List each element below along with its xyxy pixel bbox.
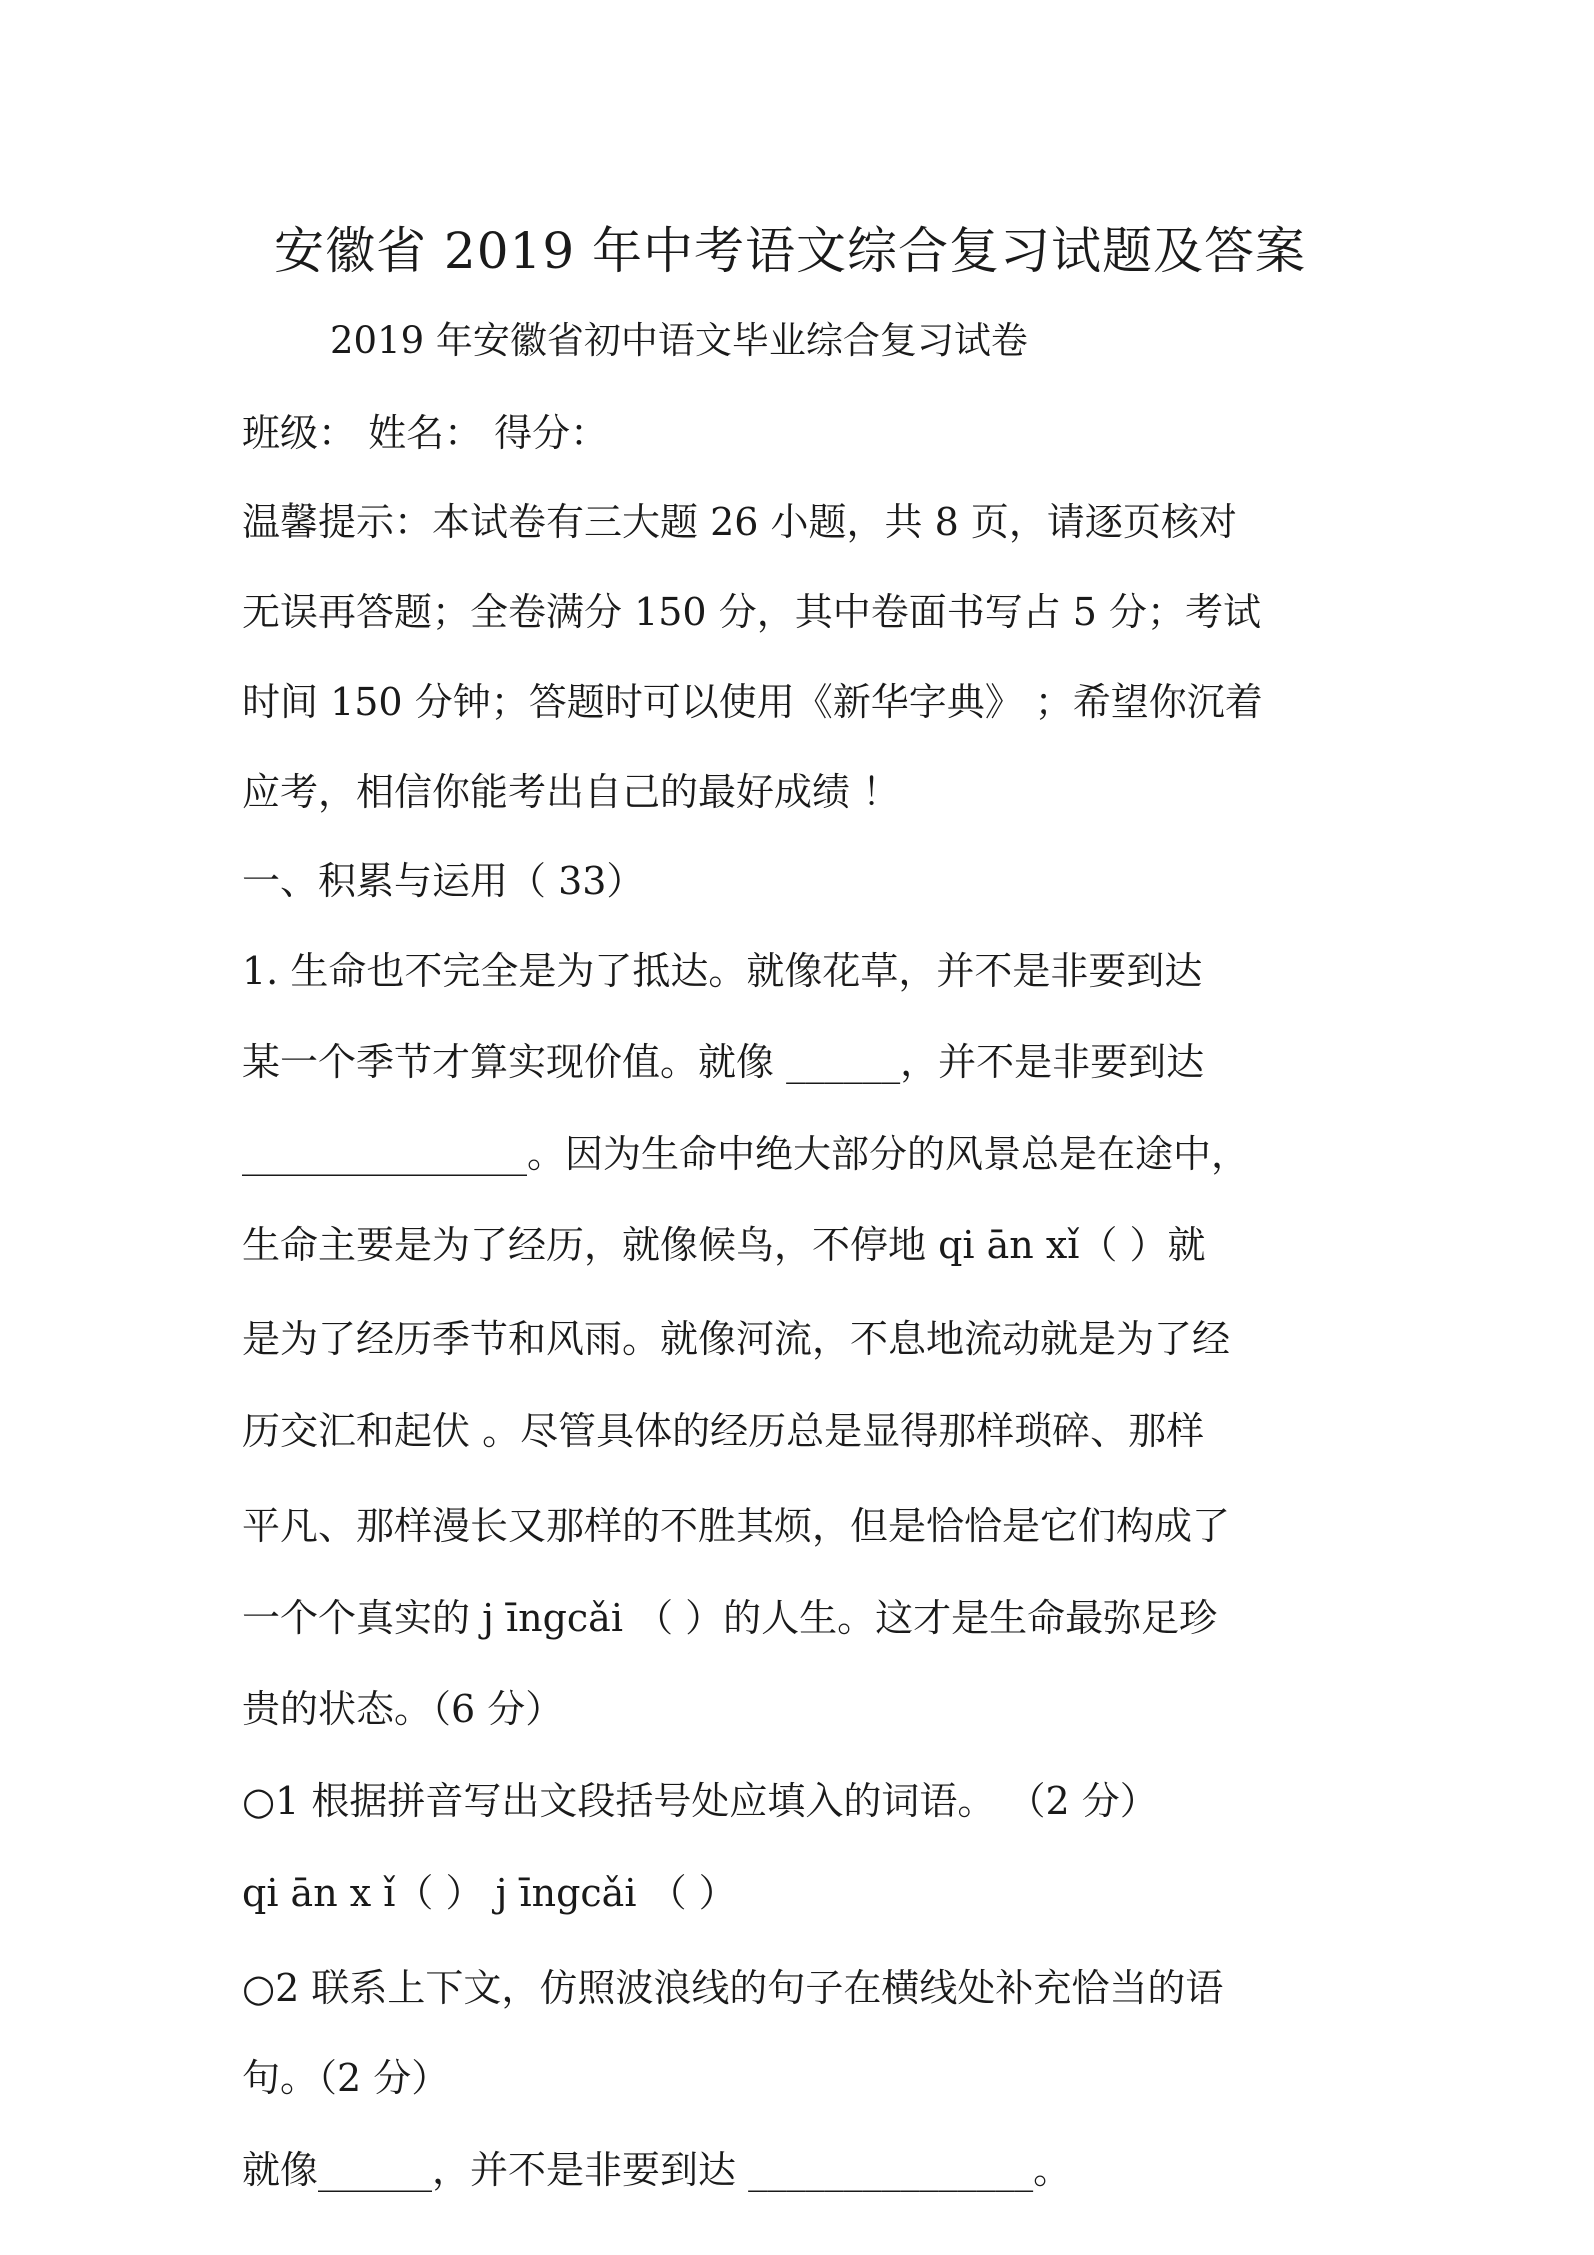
notice-line-4: 应考，相信你能考出自己的最好成绩 ！ — [242, 770, 901, 814]
document-title: 安徽省 2019 年中考语文综合复习试题及答案 — [274, 222, 1307, 280]
notice-line-3: 时间 150 分钟；答题时可以使用《新华字典》 ；希望你沉着 — [242, 680, 1263, 724]
section-heading: 一、积累与运用（ 33） — [242, 859, 645, 903]
passage-line-2: 某一个季节才算实现价值。就像 ______，并不是非要到达 — [242, 1040, 1205, 1084]
passage-line-8: 一个个真实的 j īngcǎi （ ）的人生。这才是生命最弥足珍 — [242, 1596, 1218, 1640]
passage-line-3: _______________。因为生命中绝大部分的风景总是在途中， — [242, 1132, 1250, 1176]
passage-line-1: 1. 生命也不完全是为了抵达。就像花草，并不是非要到达 — [242, 949, 1203, 993]
passage-line-5: 是为了经历季节和风雨。就像河流，不息地流动就是为了经 — [242, 1317, 1231, 1361]
passage-line-4: 生命主要是为了经历，就像候鸟，不停地 qi ān xǐ（ ）就 — [242, 1223, 1206, 1267]
notice-line-2: 无误再答题；全卷满分 150 分，其中卷面书写占 5 分；考试 — [242, 590, 1262, 634]
notice-line-1: 温馨提示：本试卷有三大题 26 小题，共 8 页，请逐页核对 — [242, 500, 1237, 544]
passage-line-9: 贵的状态。（6 分） — [242, 1687, 564, 1731]
question-1-2-cont: 句。（2 分） — [242, 2056, 450, 2100]
question-1-2: ○2 联系上下文，仿照波浪线的句子在横线处补充恰当的语 — [242, 1966, 1224, 2010]
question-1-2-answer: 就像______，并不是非要到达 _______________。 — [242, 2148, 1072, 2192]
question-1-1: ○1 根据拼音写出文段括号处应填入的词语。 （2 分） — [242, 1779, 1158, 1823]
passage-line-6: 历交汇和起伏 。尽管具体的经历总是显得那样琐碎、那样 — [242, 1409, 1205, 1453]
passage-line-7: 平凡、那样漫长又那样的不胜其烦，但是恰恰是它们构成了 — [242, 1504, 1231, 1548]
question-1-1-answer: qi ān x ǐ（ ） j īngcǎi （ ） — [242, 1871, 737, 1915]
document-subtitle: 2019 年安徽省初中语文毕业综合复习试卷 — [330, 319, 1028, 362]
student-info-line: 班级： 姓名： 得分： — [242, 411, 609, 455]
